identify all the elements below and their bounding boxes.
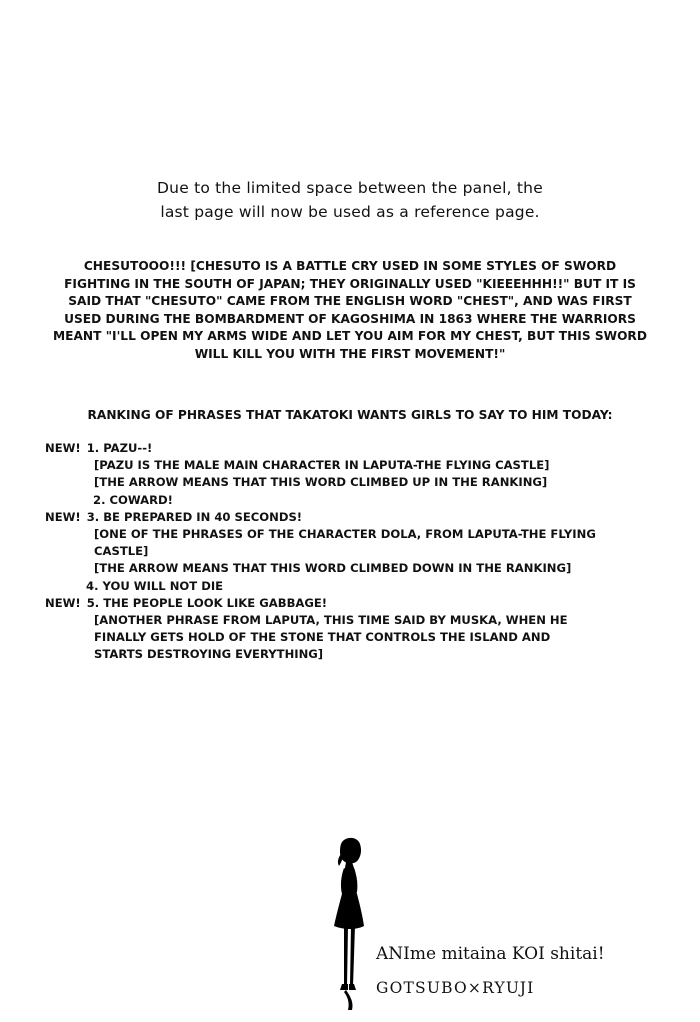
title-prefix: ANI xyxy=(376,944,410,964)
entry-phrase: 1. PAZU--! xyxy=(86,441,153,455)
entry-note: [PAZU IS THE MALE MAIN CHARACTER IN LAPUTA-THE FLYING CASTLE] xyxy=(94,458,550,473)
note-line: MEANT "I'LL OPEN MY ARMS WIDE AND LET YOU AIM FOR MY CHEST, BUT THIS SWORD xyxy=(53,329,647,344)
entry-phrase: 4. YOU WILL NOT DIE xyxy=(86,578,224,593)
entry-note: [THE ARROW MEANS THAT THIS WORD CLIMBED UP IN THE RANKING] xyxy=(94,475,548,490)
entry-note: [ANOTHER PHRASE FROM LAPUTA, THIS TIME SAID BY MUSKA, WHEN HE xyxy=(94,613,568,628)
chesuto-note xyxy=(14,258,686,364)
new-tag: NEW! xyxy=(45,595,81,610)
note-line: CHESUTOOO!!! [CHESUTO IS A BATTLE CRY USED IN SOME STYLES OF SWORD xyxy=(83,259,617,273)
intro-text xyxy=(0,176,700,224)
ranking-title: RANKING OF PHRASES THAT TAKATOKI WANTS GIRLS TO SAY TO HIM TODAY: xyxy=(87,408,613,422)
girl-silhouette-icon xyxy=(330,836,366,1012)
note-line: FIGHTING IN THE SOUTH OF JAPAN; THEY ORIGINALLY USED "KIEEEHHH!!" BUT IT IS xyxy=(64,276,636,291)
new-tag: NEW! xyxy=(45,509,81,524)
note-line: USED DURING THE BOMBARDMENT OF KAGOSHIMA IN 1863 WHERE THE WARRIORS xyxy=(64,311,636,326)
entry-phrase: 3. BE PREPARED IN 40 SECONDS! xyxy=(86,509,303,524)
ranking-entry-1 xyxy=(0,440,700,457)
entry-note: FINALLY GETS HOLD OF THE STONE THAT CONTROLS THE ISLAND AND xyxy=(94,630,551,645)
intro-line: Due to the limited space between the panel, the xyxy=(157,179,543,197)
entry-note: [THE ARROW MEANS THAT THIS WORD CLIMBED DOWN IN THE RANKING] xyxy=(94,561,572,576)
ranking-entry-5 xyxy=(0,595,700,612)
note-line: SAID THAT "CHESUTO" CAME FROM THE ENGLISH WORD "CHEST", AND WAS FIRST xyxy=(68,294,632,309)
entry-note: [ONE OF THE PHRASES OF THE CHARACTER DOLA, FROM LAPUTA-THE FLYING xyxy=(94,527,596,542)
new-tag: NEW! xyxy=(45,441,81,455)
entry-phrase: 5. THE PEOPLE LOOK LIKE GABBAGE! xyxy=(86,595,328,610)
ranking-list xyxy=(0,440,700,664)
entry-note: STARTS DESTROYING EVERYTHING] xyxy=(94,647,324,662)
ranking-entry-3 xyxy=(0,509,700,526)
intro-line: last page will now be used as a reference page. xyxy=(160,203,540,221)
entry-phrase: 2. COWARD! xyxy=(93,492,173,507)
title-rest: me mitaina KOI shitai! xyxy=(409,944,605,964)
manga-title xyxy=(376,944,605,964)
note-line: WILL KILL YOU WITH THE FIRST MOVEMENT!" xyxy=(194,346,506,361)
entry-note: CASTLE] xyxy=(94,544,149,559)
manga-authors: GOTSUBO×RYUJI xyxy=(376,979,535,997)
